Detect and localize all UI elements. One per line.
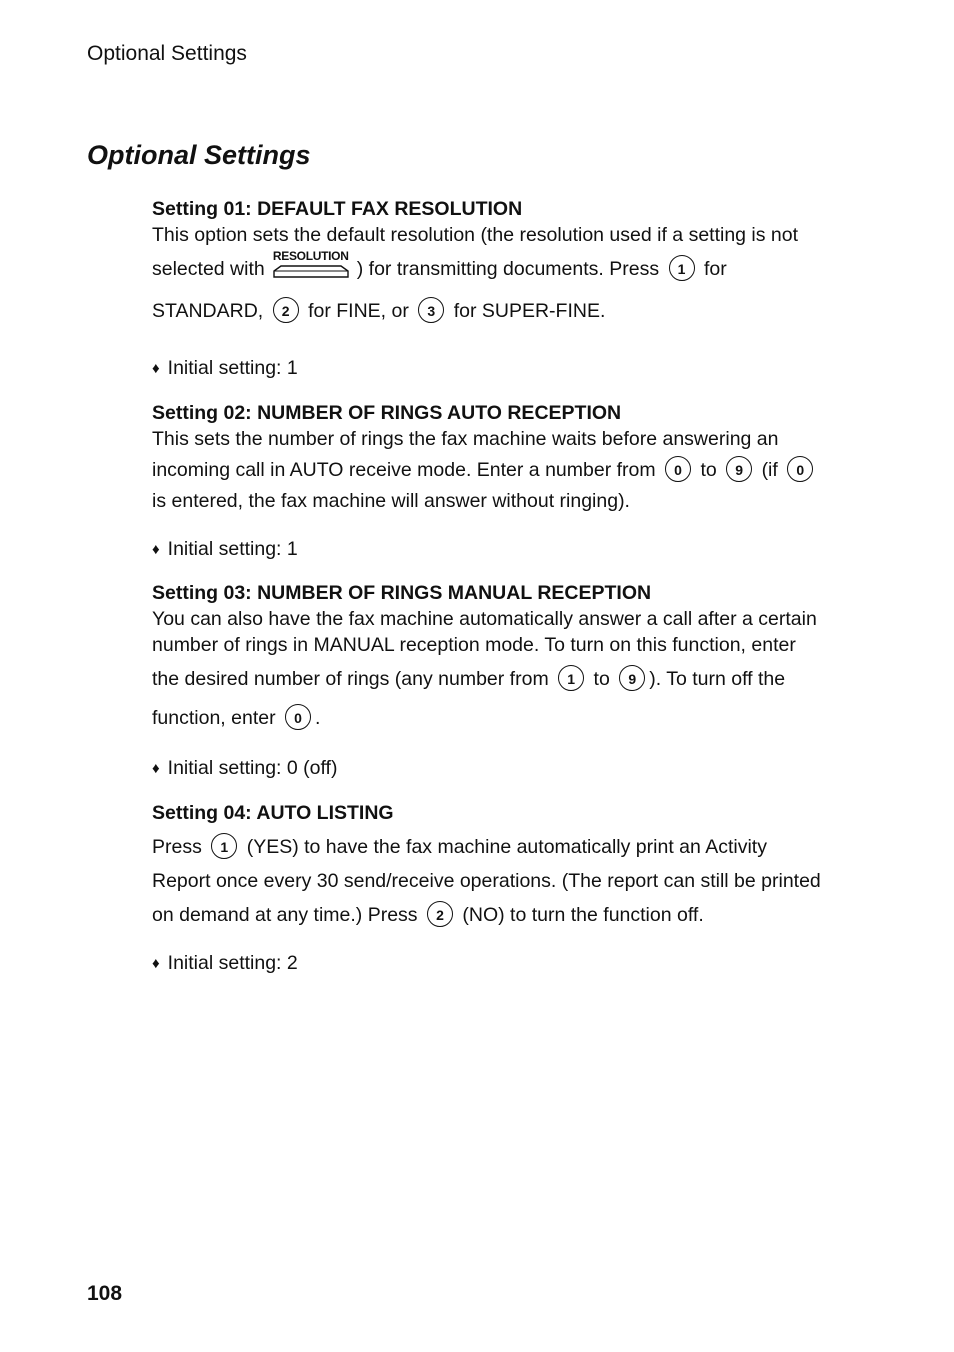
setting-03-text: function, enter 0 . <box>152 700 872 736</box>
setting-01-text: STANDARD, 2 for FINE, or 3 for SUPER-FINE. <box>152 290 872 332</box>
setting-01-text: selected with RESOLUTION ) for transmitting documents. Press 1 for <box>152 248 727 280</box>
setting-02-text: is entered, the fax machine will answer without ringing). <box>152 490 630 512</box>
key-2-icon: 2 <box>273 297 299 323</box>
key-9-icon: 9 <box>619 665 645 691</box>
page-number: 108 <box>87 1282 123 1305</box>
key-1-icon: 1 <box>558 665 584 691</box>
diamond-bullet-icon: ♦ <box>152 760 160 777</box>
setting-03 <box>152 580 872 736</box>
setting-03-text: You can also have the fax machine automatically answer a call after a certain <box>152 608 817 630</box>
key-0-icon: 0 <box>665 456 691 482</box>
setting-03-initial: ♦ Initial setting: 0 (off) <box>152 757 338 779</box>
setting-01-initial: ♦ Initial setting: 1 <box>152 357 298 379</box>
setting-04-text: Report once every 30 send/receive operations. (The report can still be printed <box>152 870 821 892</box>
diamond-bullet-icon: ♦ <box>152 360 160 377</box>
key-1-icon: 1 <box>211 833 237 859</box>
setting-04-text: Press 1 (YES) to have the fax machine automatically print an Activity <box>152 826 872 868</box>
resolution-key-icon: RESOLUTION <box>273 250 349 278</box>
section-title: Optional Settings <box>87 140 311 170</box>
setting-04-initial: ♦ Initial setting: 2 <box>152 952 298 974</box>
setting-02 <box>152 400 872 514</box>
setting-04-text: on demand at any time.) Press 2 (NO) to turn the function off. <box>152 894 872 936</box>
diamond-bullet-icon: ♦ <box>152 541 160 558</box>
setting-03-text: the desired number of rings (any number from 1 to 9 ). To turn off the <box>152 658 872 700</box>
setting-02-heading: Setting 02: NUMBER OF RINGS AUTO RECEPTION <box>152 402 622 424</box>
setting-04-heading: Setting 04: AUTO LISTING <box>152 802 394 824</box>
setting-02-text: This sets the number of rings the fax machine waits before answering an <box>152 428 779 450</box>
key-0-icon: 0 <box>787 456 813 482</box>
key-1-icon: 1 <box>669 255 695 281</box>
diamond-bullet-icon: ♦ <box>152 955 160 972</box>
setting-03-heading: Setting 03: NUMBER OF RINGS MANUAL RECEPTION <box>152 582 652 604</box>
key-9-icon: 9 <box>726 456 752 482</box>
key-0-icon: 0 <box>285 704 311 730</box>
setting-02-text: incoming call in AUTO receive mode. Enter a number from 0 to 9 (if 0 <box>152 452 872 488</box>
setting-01-heading: Setting 01: DEFAULT FAX RESOLUTION <box>152 198 523 220</box>
setting-02-initial: ♦ Initial setting: 1 <box>152 538 298 560</box>
setting-01 <box>152 196 872 332</box>
key-3-icon: 3 <box>418 297 444 323</box>
setting-04 <box>152 800 872 936</box>
setting-01-text: This option sets the default resolution (the resolution used if a setting is not <box>152 224 799 246</box>
running-header: Optional Settings <box>87 42 247 65</box>
setting-03-text: number of rings in MANUAL reception mode. To turn on this function, enter <box>152 634 796 656</box>
key-2-icon: 2 <box>427 901 453 927</box>
